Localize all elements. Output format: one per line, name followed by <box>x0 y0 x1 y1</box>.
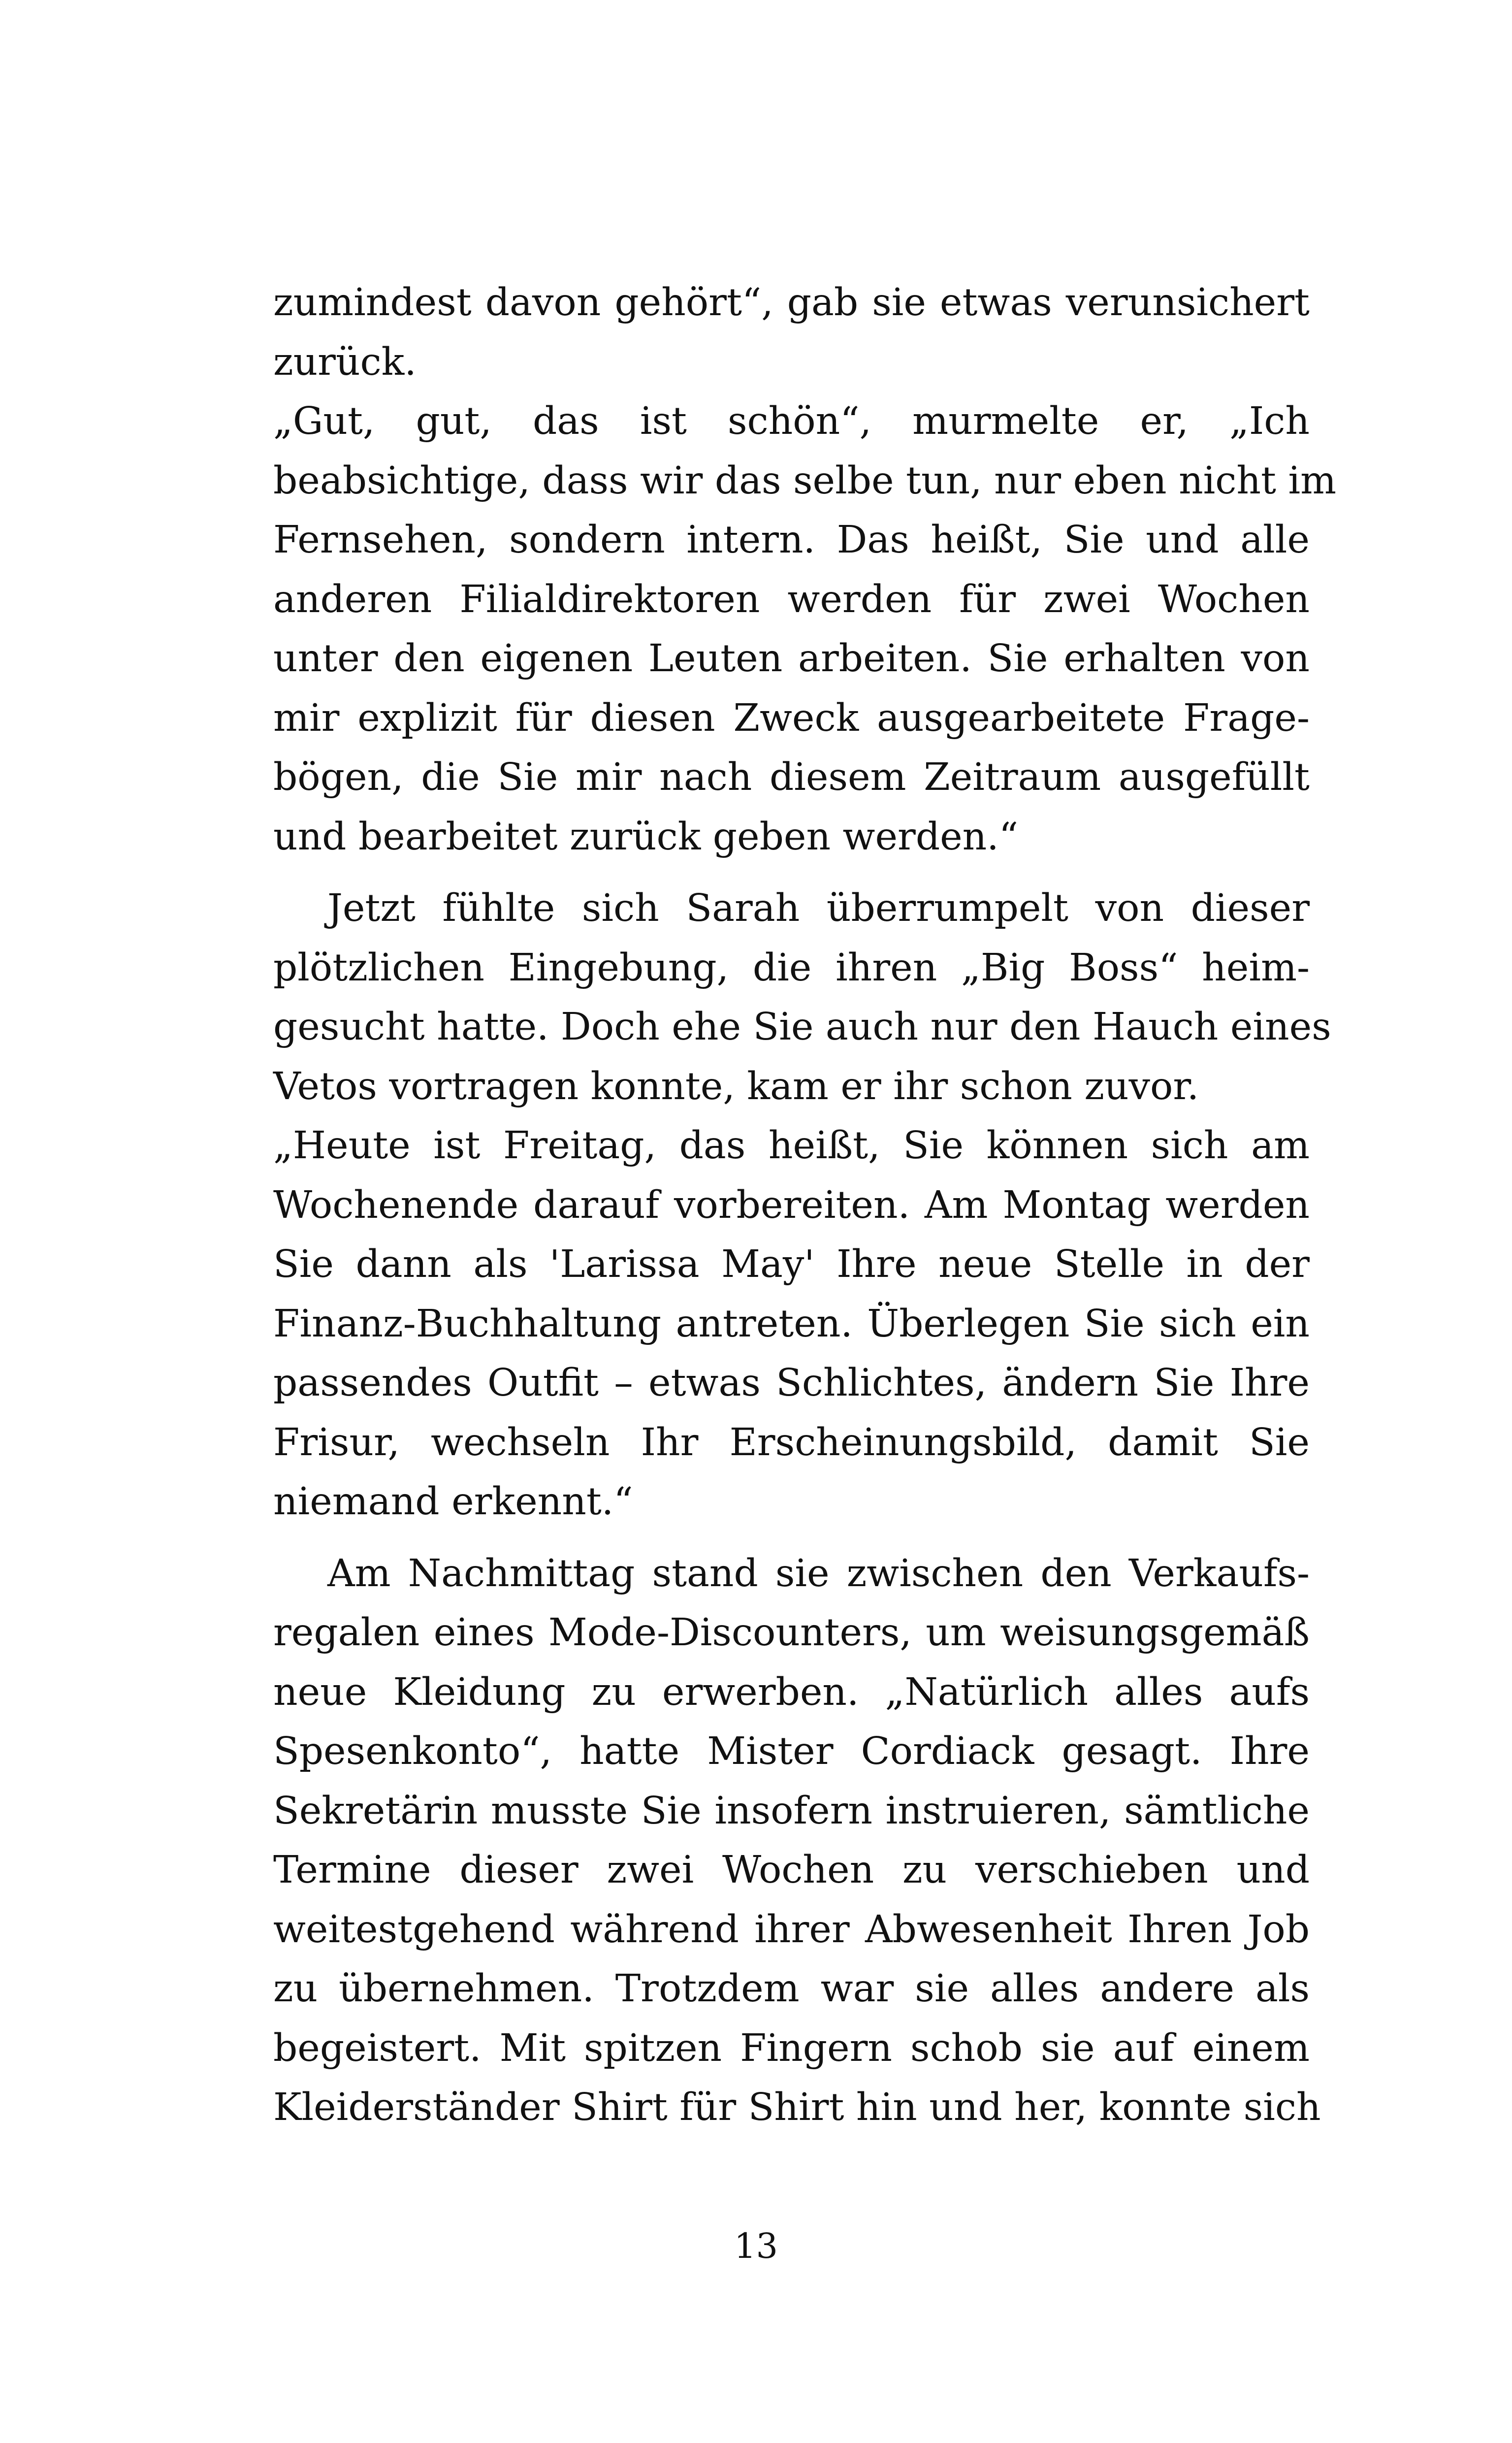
text-line: weitestgehend während ihrer Abwesenheit Ihren Job <box>273 1907 1310 1952</box>
text-line: Am Nachmittag stand sie zwischen den Verkaufs- <box>327 1551 1310 1596</box>
text-line: beabsichtige, dass wir das selbe tun, nur eben nicht im <box>273 458 1337 503</box>
text-line: Jetzt fühlte sich Sarah überrumpelt von dieser <box>327 886 1310 930</box>
text-line: Sekretärin musste Sie insofern instruieren, sämtliche <box>273 1789 1310 1833</box>
text-line: begeistert. Mit spitzen Fingern schob sie auf einem <box>273 2026 1310 2070</box>
text-line: bögen, die Sie mir nach diesem Zeitraum ausgefüllt <box>273 755 1310 799</box>
paragraph-5 <box>273 1544 1321 2138</box>
text-line: passendes Outfit – etwas Schlichtes, ändern Sie Ihre <box>273 1361 1310 1405</box>
book-page-body <box>273 273 1337 2138</box>
text-line: neue Kleidung zu erwerben. „Natürlich alles aufs <box>273 1670 1310 1714</box>
text-line: Frisur, wechseln Ihr Erscheinungsbild, damit Sie <box>273 1420 1310 1465</box>
text-line: zu übernehmen. Trotzdem war sie alles andere als <box>273 1967 1310 2011</box>
text-line: Sie dann als 'Larissa May' Ihre neue Stelle in der <box>273 1242 1310 1286</box>
text-line: „Gut, gut, das ist schön“, murmelte er, „Ich <box>273 399 1310 443</box>
text-line: zumindest davon gehört“, gab sie etwas verunsichert <box>273 281 1310 325</box>
text-line: gesucht hatte. Doch ehe Sie auch nur den Hauch eines <box>273 1005 1331 1049</box>
text-line: unter den eigenen Leuten arbeiten. Sie erhalten von <box>273 637 1310 681</box>
paragraph-3 <box>273 879 1331 1116</box>
text-line: mir explizit für diesen Zweck ausgearbeitete Frage- <box>273 696 1310 740</box>
text-line: Spesenkonto“, hatte Mister Cordiack gesagt. Ihre <box>273 1729 1310 1773</box>
text-line: Wochenende darauf vorbereiten. Am Montag werden <box>273 1183 1310 1227</box>
text-line: regalen eines Mode-Discounters, um weisungsgemäß <box>273 1611 1310 1655</box>
text-line: Fernsehen, sondern intern. Das heißt, Sie und alle <box>273 518 1310 562</box>
text-line: Termine dieser zwei Wochen zu verschieben und <box>273 1848 1310 1892</box>
paragraph-2 <box>273 392 1337 867</box>
text-line: „Heute ist Freitag, das heißt, Sie können sich am <box>273 1124 1310 1168</box>
page-number: 13 <box>734 2226 778 2266</box>
text-line: und bearbeitet zurück geben werden.“ <box>273 814 1019 859</box>
text-line: Vetos vortragen konnte, kam er ihr schon zuvor. <box>273 1064 1199 1108</box>
text-line: anderen Filialdirektoren werden für zwei Wochen <box>273 577 1310 621</box>
text-line: Finanz-Buchhaltung antreten. Überlegen Sie sich ein <box>273 1302 1310 1346</box>
text-line: plötzlichen Eingebung, die ihren „Big Boss“ heim- <box>273 945 1310 990</box>
paragraph-4 <box>273 1116 1310 1532</box>
paragraph-1 <box>273 273 1310 392</box>
text-line: niemand erkennt.“ <box>273 1480 633 1524</box>
text-line: Kleiderständer Shirt für Shirt hin und her, konnte sich <box>273 2085 1321 2129</box>
text-line: zurück. <box>273 340 417 384</box>
